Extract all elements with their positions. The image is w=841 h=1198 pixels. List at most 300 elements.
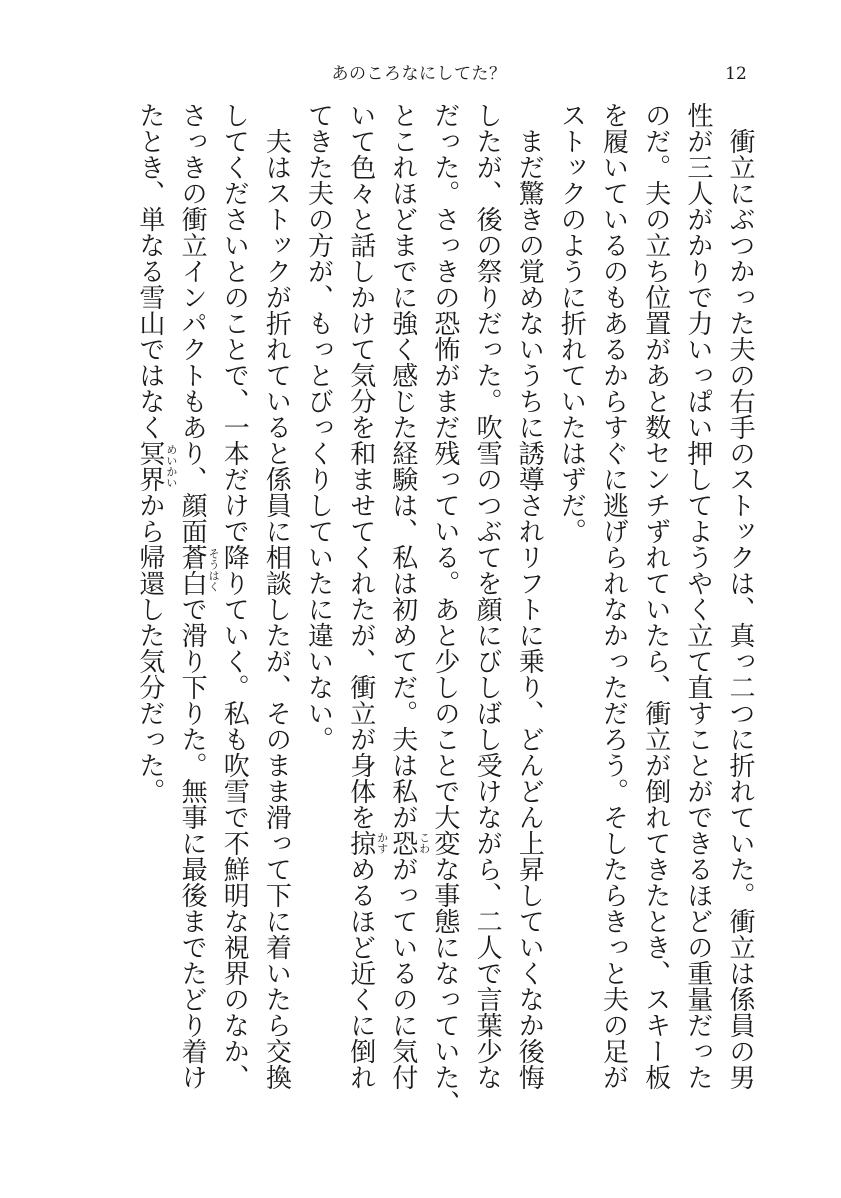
glyph: め [387, 622, 418, 648]
glyph: ど [682, 908, 713, 934]
glyph: た [303, 570, 334, 596]
glyph: 降 [219, 544, 250, 570]
glyph: 夫 [725, 336, 755, 362]
glyph: 蒼 [177, 544, 208, 570]
glyph: ほ [387, 180, 418, 206]
glyph: た [303, 154, 334, 180]
glyph: の [682, 934, 713, 960]
glyph: ト [514, 596, 545, 622]
glyph: 無 [177, 778, 208, 804]
glyph: る [682, 856, 713, 882]
glyph: 、 [640, 960, 671, 986]
glyph: 位 [640, 284, 671, 310]
glyph: り [514, 674, 545, 700]
glyph: 夫 [598, 986, 629, 1012]
glyph: し [598, 830, 629, 856]
glyph: て [682, 492, 713, 518]
glyph: に [514, 414, 545, 440]
glyph: よ [682, 518, 713, 544]
glyph: 手 [725, 414, 755, 440]
glyph: っ [682, 362, 713, 388]
glyph: り [177, 1012, 208, 1038]
glyph: な [429, 856, 460, 882]
glyph: て [345, 336, 376, 362]
glyph: き [682, 830, 713, 856]
glyph: や [682, 570, 713, 596]
glyph: し [472, 726, 503, 752]
glyph: 一 [219, 414, 250, 440]
glyph: 立 [640, 726, 671, 752]
glyph: が [387, 804, 418, 830]
glyph: そ [598, 804, 629, 830]
glyph: け [472, 778, 503, 804]
glyph: 。 [556, 518, 587, 544]
glyph: ず [640, 518, 671, 544]
glyph: ば [472, 700, 503, 726]
glyph: く [682, 596, 713, 622]
glyph: い [598, 206, 629, 232]
glyph: つ [725, 232, 755, 258]
glyph: た [261, 986, 292, 1012]
glyph: さ [429, 206, 460, 232]
glyph: 、 [640, 674, 671, 700]
glyph: て [345, 518, 376, 544]
glyph: な [598, 596, 629, 622]
glyph: っ [472, 336, 503, 362]
glyph: と [640, 388, 671, 414]
glyph: 力 [682, 310, 713, 336]
glyph: め [514, 284, 545, 310]
glyph: 係 [261, 466, 292, 492]
glyph: チ [640, 492, 671, 518]
glyph: き [134, 154, 165, 180]
glyph: 雪 [134, 284, 165, 310]
glyph: た [598, 674, 629, 700]
glyph: に [387, 284, 418, 310]
glyph: て [219, 596, 250, 622]
glyph: じ [387, 388, 418, 414]
glyph: と [387, 102, 418, 128]
glyph: 昇 [514, 856, 545, 882]
glyph: 白 [177, 570, 208, 596]
glyph: だ [472, 310, 503, 336]
glyph: い [725, 830, 755, 856]
glyph: い [219, 232, 250, 258]
glyph: い [514, 934, 545, 960]
glyph: た [134, 622, 165, 648]
glyph: だ [429, 414, 460, 440]
glyph: に [303, 596, 334, 622]
glyph: に [429, 934, 460, 960]
glyph: て [387, 648, 418, 674]
glyph: 少 [429, 648, 460, 674]
glyph: け [177, 1064, 208, 1090]
glyph: あ [429, 596, 460, 622]
glyph: ク [177, 336, 208, 362]
glyph: り [177, 700, 208, 726]
glyph: 事 [177, 804, 208, 830]
glyph: 性 [682, 102, 713, 128]
glyph: 夫 [640, 180, 671, 206]
glyph: 単 [134, 206, 165, 232]
glyph: 、 [387, 518, 418, 544]
glyph: は [725, 570, 755, 596]
glyph: も [177, 388, 208, 414]
glyph: 相 [261, 544, 292, 570]
glyph: の [598, 258, 629, 284]
glyph: は [725, 960, 755, 986]
glyph: の [640, 102, 671, 128]
glyph: て [472, 544, 503, 570]
glyph: い [345, 102, 376, 128]
glyph: が [472, 830, 503, 856]
glyph: 。 [429, 570, 460, 596]
glyph: 葉 [472, 1012, 503, 1038]
glyph: イ [177, 258, 208, 284]
glyph: ク [556, 180, 587, 206]
glyph: っ [429, 466, 460, 492]
glyph: 恐 [387, 830, 418, 856]
glyph: い [261, 960, 292, 986]
glyph: ス [556, 102, 587, 128]
glyph: 誘 [514, 440, 545, 466]
glyph: つ [472, 492, 503, 518]
glyph: て [261, 856, 292, 882]
glyph: 履 [598, 128, 629, 154]
glyph: 。 [177, 752, 208, 778]
glyph: の [725, 440, 755, 466]
glyph: 祭 [472, 258, 503, 284]
glyph: ま [387, 232, 418, 258]
glyph: 、 [472, 882, 503, 908]
glyph: と [303, 362, 334, 388]
glyph: が [640, 752, 671, 778]
glyph: が [472, 154, 503, 180]
glyph: は [556, 440, 587, 466]
glyph: 後 [514, 1038, 545, 1064]
glyph: ち [640, 258, 671, 284]
glyph: れ [640, 804, 671, 830]
glyph: た [682, 1064, 713, 1090]
glyph: ま [514, 128, 545, 154]
glyph: は [134, 362, 165, 388]
glyph: で [682, 804, 713, 830]
glyph: っ [429, 986, 460, 1012]
glyph: の [261, 726, 292, 752]
glyph: だ [134, 700, 165, 726]
glyph: た [429, 1064, 460, 1090]
glyph: 鮮 [219, 856, 250, 882]
glyph: こ [219, 310, 250, 336]
glyph: が [682, 206, 713, 232]
glyph: 、 [429, 1090, 460, 1116]
glyph: 重 [682, 960, 713, 986]
glyph: し [682, 466, 713, 492]
glyph: く [303, 440, 334, 466]
text-column [303, 102, 334, 1132]
glyph: す [682, 700, 713, 726]
glyph: い [682, 414, 713, 440]
glyph: 、 [725, 596, 755, 622]
glyph: あ [598, 310, 629, 336]
glyph: 夫 [261, 128, 292, 154]
glyph: い [429, 518, 460, 544]
glyph: 交 [261, 1038, 292, 1064]
glyph: 界 [134, 466, 165, 492]
glyph: も [219, 726, 250, 752]
glyph: も [303, 310, 334, 336]
glyph: た [725, 310, 755, 336]
glyph: が [345, 726, 376, 752]
glyph: ら [472, 856, 503, 882]
text-column [682, 102, 713, 1132]
glyph: 方 [303, 232, 334, 258]
glyph: ト [556, 128, 587, 154]
glyph: 員 [725, 1012, 755, 1038]
glyph: 置 [640, 310, 671, 336]
glyph: 覚 [514, 258, 545, 284]
glyph: 滑 [177, 622, 208, 648]
glyph: 怖 [429, 336, 460, 362]
glyph: な [303, 674, 334, 700]
glyph: な [134, 388, 165, 414]
glyph: る [261, 414, 292, 440]
glyph: き [640, 856, 671, 882]
glyph: だ [219, 466, 250, 492]
glyph: だ [682, 1012, 713, 1038]
glyph: っ [725, 284, 755, 310]
glyph: き [177, 154, 208, 180]
glyph: か [598, 362, 629, 388]
glyph: か [725, 258, 755, 284]
glyph: っ [598, 648, 629, 674]
glyph: が [387, 856, 418, 882]
glyph: の [556, 206, 587, 232]
glyph: に [725, 180, 755, 206]
glyph: ら [640, 648, 671, 674]
glyph: か [598, 622, 629, 648]
glyph: ま [345, 466, 376, 492]
glyph: い [387, 934, 418, 960]
glyph: 初 [387, 596, 418, 622]
glyph: 衝 [725, 908, 755, 934]
glyph: い [556, 388, 587, 414]
glyph: 吹 [219, 752, 250, 778]
glyph: 験 [387, 466, 418, 492]
glyph: ま [261, 752, 292, 778]
glyph: 着 [261, 934, 292, 960]
glyph: で [219, 518, 250, 544]
glyph: だ [556, 492, 587, 518]
glyph: だ [219, 180, 250, 206]
glyph: っ [134, 726, 165, 752]
glyph: り [303, 466, 334, 492]
glyph: 衝 [640, 700, 671, 726]
glyph: と [219, 336, 250, 362]
glyph: で [219, 804, 250, 830]
glyph: う [598, 752, 629, 778]
glyph: ん [514, 804, 545, 830]
glyph: 分 [345, 388, 376, 414]
glyph: た [598, 856, 629, 882]
glyph: け [345, 310, 376, 336]
glyph: 面 [177, 518, 208, 544]
glyph: ら [134, 518, 165, 544]
glyph: て [514, 908, 545, 934]
glyph: か [134, 492, 165, 518]
glyph: な [134, 232, 165, 258]
glyph: る [345, 882, 376, 908]
glyph: 本 [219, 440, 250, 466]
glyph: か [514, 1012, 545, 1038]
glyph: 掠 [345, 830, 376, 856]
glyph: 大 [429, 804, 460, 830]
glyph: く [219, 154, 250, 180]
glyph: な [472, 1064, 503, 1090]
glyph: と [261, 440, 292, 466]
glyph: 気 [345, 362, 376, 388]
glyph: は [261, 154, 292, 180]
glyph: 悔 [514, 1064, 545, 1090]
glyph: っ [177, 128, 208, 154]
glyph: て [429, 492, 460, 518]
glyph: 係 [725, 986, 755, 1012]
glyph: 界 [219, 960, 250, 986]
glyph: ス [640, 986, 671, 1012]
glyph: 、 [472, 180, 503, 206]
glyph: 還 [134, 570, 165, 596]
glyph: ら [261, 1012, 292, 1038]
glyph: れ [345, 570, 376, 596]
glyph: き [598, 908, 629, 934]
glyph: の [219, 986, 250, 1012]
glyph: 導 [514, 466, 545, 492]
glyph: も [598, 284, 629, 310]
glyph: ト [261, 206, 292, 232]
glyph: 私 [387, 778, 418, 804]
glyph: に [472, 622, 503, 648]
glyph: 人 [472, 934, 503, 960]
glyph: し [472, 674, 503, 700]
glyph: た [345, 596, 376, 622]
glyph: と [682, 752, 713, 778]
glyph: 押 [682, 440, 713, 466]
glyph: の [472, 232, 503, 258]
glyph: て [429, 1012, 460, 1038]
glyph: の [598, 1012, 629, 1038]
glyph: ン [640, 466, 671, 492]
ruby-reading: めいかい [164, 444, 178, 488]
glyph: ら [598, 388, 629, 414]
glyph: い [682, 336, 713, 362]
glyph: ら [598, 882, 629, 908]
glyph: け [219, 492, 250, 518]
glyph: に [387, 1012, 418, 1038]
glyph: か [219, 1038, 250, 1064]
glyph: ッ [261, 232, 292, 258]
glyph: て [640, 570, 671, 596]
glyph: で [429, 778, 460, 804]
glyph: 近 [345, 960, 376, 986]
glyph: 、 [134, 180, 165, 206]
glyph: 帰 [134, 544, 165, 570]
glyph: く [345, 544, 376, 570]
glyph: の [177, 180, 208, 206]
glyph: と [219, 258, 250, 284]
glyph: て [725, 804, 755, 830]
text-column [556, 102, 587, 1132]
glyph: で [682, 284, 713, 310]
glyph: 右 [725, 388, 755, 414]
glyph: 顔 [472, 596, 503, 622]
glyph: き [640, 934, 671, 960]
glyph: 山 [134, 310, 165, 336]
glyph: の [387, 986, 418, 1012]
glyph: 員 [261, 492, 292, 518]
glyph: だ [387, 674, 418, 700]
glyph: た [177, 726, 208, 752]
glyph: き [303, 128, 334, 154]
glyph: 不 [219, 830, 250, 856]
glyph: く [345, 986, 376, 1012]
glyph: さ [219, 206, 250, 232]
glyph: の [640, 206, 671, 232]
glyph: 、 [345, 648, 376, 674]
glyph: 二 [725, 674, 755, 700]
glyph: で [177, 596, 208, 622]
glyph: リ [514, 544, 545, 570]
glyph: た [261, 622, 292, 648]
glyph: 量 [682, 986, 713, 1012]
glyph: れ [598, 570, 629, 596]
glyph: ず [556, 466, 587, 492]
glyph: ど [177, 986, 208, 1012]
glyph: ど [514, 778, 545, 804]
glyph: て [219, 128, 250, 154]
glyph: 立 [345, 700, 376, 726]
glyph: は [387, 752, 418, 778]
glyph: で [387, 258, 418, 284]
running-title: あのころなにしてた？ [331, 64, 507, 84]
glyph: 。 [387, 700, 418, 726]
glyph: は [387, 570, 418, 596]
glyph: れ [345, 1064, 376, 1090]
glyph: 少 [472, 1038, 503, 1064]
glyph: げ [598, 518, 629, 544]
glyph: 人 [682, 180, 713, 206]
glyph: 恐 [429, 310, 460, 336]
glyph: 強 [387, 310, 418, 336]
glyph: ま [261, 778, 292, 804]
glyph: ど [345, 934, 376, 960]
glyph: ど [514, 726, 545, 752]
glyph: な [219, 908, 250, 934]
glyph: て [387, 908, 418, 934]
glyph: 事 [429, 882, 460, 908]
glyph: 後 [177, 882, 208, 908]
glyph: と [134, 128, 165, 154]
glyph: ぐ [598, 440, 629, 466]
text-column [598, 102, 629, 1132]
glyph: キ [640, 1012, 671, 1038]
glyph: の [725, 1038, 755, 1064]
glyph: 逃 [598, 492, 629, 518]
text-column [514, 102, 545, 1132]
glyph: 二 [472, 908, 503, 934]
text-column [345, 102, 389, 1132]
glyph: 顔 [177, 492, 208, 518]
glyph: り [177, 440, 208, 466]
